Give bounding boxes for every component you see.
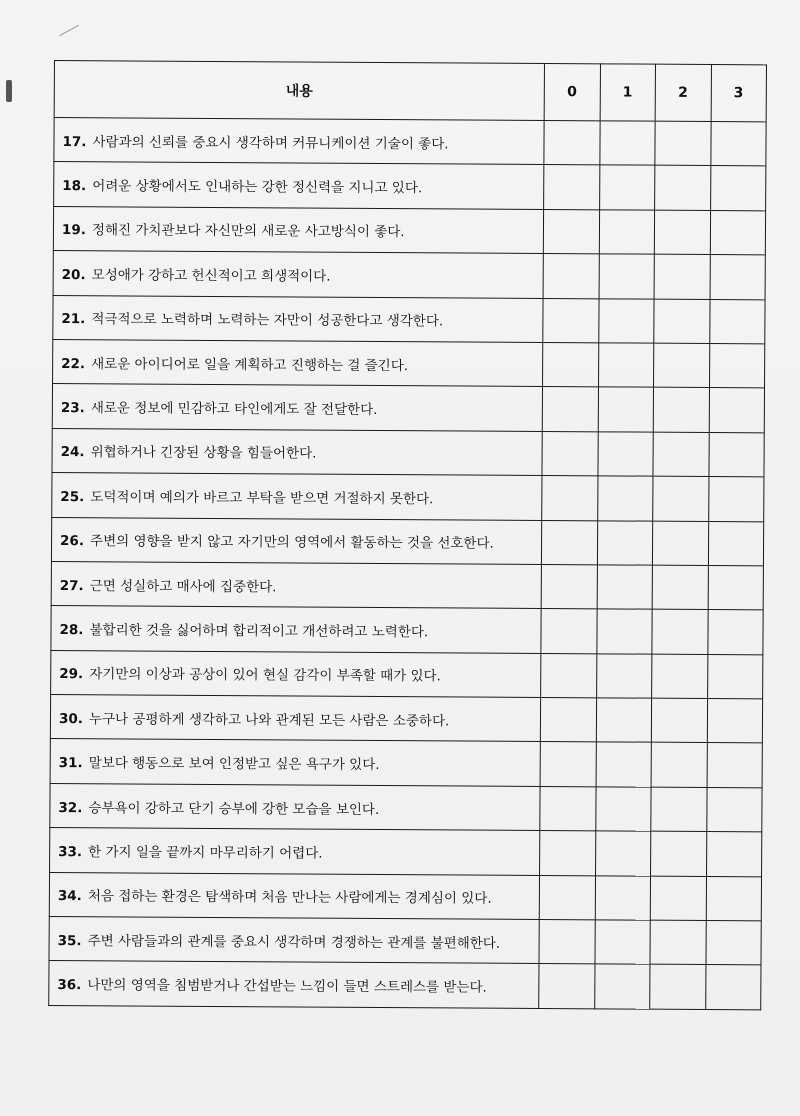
question-cell <box>51 606 541 653</box>
question-text: 말보다 행동으로 보여 인정받고 싶은 욕구가 있다. <box>88 755 380 774</box>
question-text: 적극적으로 노력하며 노력하는 자만이 성공한다고 생각한다. <box>91 311 444 330</box>
question-text: 주변 사람들과의 관계를 중요시 생각하며 경쟁하는 관계를 불편해한다. <box>87 932 501 952</box>
question-number: 19. <box>61 222 86 239</box>
score-cell-1[interactable] <box>599 210 655 255</box>
score-cell-0[interactable] <box>544 165 600 210</box>
question-cell <box>49 961 539 1008</box>
question-cell <box>53 339 543 386</box>
score-cell-2[interactable] <box>651 787 707 832</box>
score-cell-0[interactable] <box>540 786 596 831</box>
question-text: 승부욕이 강하고 단기 승부에 강한 모습을 보인다. <box>88 799 380 818</box>
score-cell-0[interactable] <box>542 476 598 521</box>
question-text: 누구나 공평하게 생각하고 나와 관계된 모든 사람은 소중하다. <box>88 710 450 730</box>
table-row <box>52 428 764 477</box>
score-cell-1[interactable] <box>597 520 653 565</box>
content-header: 내용 <box>54 61 544 121</box>
table-row <box>54 162 766 211</box>
question-text: 자기만의 이상과 공상이 있어 현실 감각이 부족할 때가 있다. <box>89 666 441 685</box>
score-cell-2[interactable] <box>652 654 708 699</box>
question-number: 34. <box>57 888 82 905</box>
question-cell <box>50 783 540 830</box>
score-cell-3[interactable] <box>710 166 766 211</box>
table-row <box>49 872 761 921</box>
score-cell-0[interactable] <box>543 209 599 254</box>
score-cell-3[interactable] <box>708 521 764 566</box>
question-number: 35. <box>57 932 82 949</box>
score-cell-3[interactable] <box>707 610 763 655</box>
question-text: 모성애가 강하고 헌신적이고 희생적이다. <box>91 267 331 285</box>
table-row <box>50 828 762 877</box>
question-number: 36. <box>57 977 82 994</box>
score-cell-2[interactable] <box>652 521 708 566</box>
question-text: 새로운 아이디어로 일을 계획하고 진행하는 걸 즐긴다. <box>91 355 409 374</box>
score-cell-3[interactable] <box>708 565 764 610</box>
score-cell-1[interactable] <box>598 343 654 388</box>
question-text: 주변의 영향을 받지 않고 자기만의 영역에서 활동하는 것을 선호한다. <box>90 533 494 552</box>
score-cell-2[interactable] <box>654 299 710 344</box>
score-cell-1[interactable] <box>599 165 655 210</box>
question-cell <box>53 295 543 342</box>
table-row <box>53 206 765 255</box>
score-cell-3[interactable] <box>707 654 763 699</box>
question-text: 나만의 영역을 침범받거나 간섭받는 느낌이 들면 스트레스를 받는다. <box>87 977 487 996</box>
question-cell <box>54 118 544 165</box>
question-number: 33. <box>58 843 83 861</box>
question-number: 30. <box>58 710 83 727</box>
table-row <box>53 295 765 344</box>
score-cell-0[interactable] <box>543 342 599 387</box>
score-cell-2[interactable] <box>651 698 707 743</box>
score-cell-1[interactable] <box>597 432 653 477</box>
table-row <box>51 650 763 699</box>
question-number: 31. <box>58 755 83 772</box>
survey-body <box>49 118 766 1010</box>
question-number: 28. <box>59 622 84 639</box>
score-cell-1[interactable] <box>597 565 653 610</box>
score-cell-3[interactable] <box>709 343 765 388</box>
question-cell <box>52 473 542 520</box>
table-row <box>51 517 763 566</box>
score-cell-0[interactable] <box>542 431 598 476</box>
score-cell-0[interactable] <box>540 698 596 743</box>
score-cell-3[interactable] <box>708 477 764 522</box>
table-row <box>49 961 761 1010</box>
score-cell-2[interactable] <box>650 876 706 921</box>
score-cell-3[interactable] <box>707 743 763 788</box>
table-row <box>53 339 765 388</box>
score-cell-1[interactable] <box>598 298 654 343</box>
question-text: 사람과의 신뢰를 중요시 생각하며 커뮤니케이션 기술이 좋다. <box>92 133 449 153</box>
score-cell-0[interactable] <box>541 564 597 609</box>
score-cell-1[interactable] <box>596 609 652 654</box>
score-cell-1[interactable] <box>594 920 650 965</box>
score-cell-0[interactable] <box>541 653 597 698</box>
score-cell-2[interactable] <box>653 476 709 521</box>
score-cell-2[interactable] <box>654 343 710 388</box>
score-cell-2[interactable] <box>651 743 707 788</box>
score-cell-0[interactable] <box>541 520 597 565</box>
score-cell-3[interactable] <box>709 388 765 433</box>
question-cell <box>53 206 543 253</box>
score-cell-1[interactable] <box>598 387 654 432</box>
score-cell-2[interactable] <box>655 121 711 166</box>
question-number: 22. <box>61 355 86 372</box>
score-cell-0[interactable] <box>539 875 595 920</box>
question-cell <box>51 517 541 564</box>
score-cell-3[interactable] <box>705 965 761 1010</box>
table-row <box>51 561 763 610</box>
header-row <box>54 61 766 122</box>
score-cell-2[interactable] <box>654 254 710 299</box>
score-cell-3[interactable] <box>705 921 761 966</box>
question-number: 21. <box>61 311 86 328</box>
score-cell-3[interactable] <box>709 299 765 344</box>
score-cell-0[interactable] <box>542 387 598 432</box>
score-cell-3[interactable] <box>707 699 763 744</box>
score-cell-2[interactable] <box>654 210 710 255</box>
score-header-1: 1 <box>600 64 656 121</box>
score-cell-3[interactable] <box>710 255 766 300</box>
score-cell-3[interactable] <box>706 876 762 921</box>
score-cell-0[interactable] <box>544 120 600 165</box>
score-cell-0[interactable] <box>543 254 599 299</box>
question-cell <box>49 872 539 919</box>
question-number: 26. <box>60 533 85 550</box>
table-row <box>51 606 763 655</box>
question-cell <box>50 695 540 742</box>
score-cell-2[interactable] <box>655 166 711 211</box>
score-header-2: 2 <box>655 64 711 121</box>
question-text: 새로운 정보에 민감하고 타인에게도 잘 전달한다. <box>90 400 378 419</box>
score-cell-2[interactable] <box>653 388 709 433</box>
table-row <box>50 783 762 832</box>
question-cell <box>49 917 539 964</box>
score-cell-1[interactable] <box>595 831 651 876</box>
score-cell-0[interactable] <box>543 298 599 343</box>
table-row <box>52 473 764 522</box>
score-cell-1[interactable] <box>595 875 651 920</box>
question-number: 23. <box>60 400 85 417</box>
score-cell-0[interactable] <box>541 609 597 654</box>
question-number: 20. <box>61 266 86 284</box>
question-number: 32. <box>58 799 83 816</box>
question-text: 근면 성실하고 매사에 집중한다. <box>89 577 277 595</box>
score-cell-2[interactable] <box>653 432 709 477</box>
score-cell-0[interactable] <box>539 964 595 1009</box>
score-cell-1[interactable] <box>596 654 652 699</box>
score-cell-1[interactable] <box>599 254 655 299</box>
score-cell-3[interactable] <box>710 210 766 255</box>
question-cell <box>52 428 542 475</box>
table-row <box>50 695 762 744</box>
score-cell-0[interactable] <box>540 742 596 787</box>
score-cell-1[interactable] <box>594 964 650 1009</box>
survey-table <box>48 60 767 1010</box>
table-row <box>54 118 766 167</box>
question-number: 24. <box>60 444 85 461</box>
score-cell-3[interactable] <box>708 432 764 477</box>
score-cell-0[interactable] <box>539 920 595 965</box>
question-cell <box>53 251 543 298</box>
question-number: 27. <box>59 577 84 594</box>
score-cell-2[interactable] <box>652 565 708 610</box>
score-header-3: 3 <box>711 65 767 122</box>
question-text: 처음 접하는 환경은 탐색하며 처음 만나는 사람에게는 경계심이 있다. <box>87 888 492 908</box>
question-cell <box>50 739 540 786</box>
question-number: 18. <box>62 178 87 195</box>
question-cell <box>51 561 541 608</box>
score-cell-1[interactable] <box>596 698 652 743</box>
scan-corner-mark <box>59 25 79 36</box>
question-text: 한 가지 일을 끝까지 마무리하기 어렵다. <box>88 844 323 862</box>
question-cell <box>51 650 541 697</box>
question-number: 29. <box>59 666 84 683</box>
score-cell-1[interactable] <box>596 742 652 787</box>
scan-edge-mark <box>6 80 12 102</box>
question-cell <box>50 828 540 875</box>
question-cell <box>52 384 542 431</box>
score-cell-1[interactable] <box>597 476 653 521</box>
table-row <box>49 917 761 966</box>
question-text: 어려운 상황에서도 인내하는 강한 정신력을 지니고 있다. <box>92 178 423 197</box>
question-text: 정해진 가치관보다 자신만의 새로운 사고방식이 좋다. <box>91 222 405 241</box>
question-text: 불합리한 것을 싫어하며 합리적이고 개선하려고 노력한다. <box>89 622 429 641</box>
score-cell-3[interactable] <box>706 832 762 877</box>
question-cell <box>54 162 544 209</box>
table-row <box>52 384 764 433</box>
question-text: 도덕적이며 예의가 바르고 부탁을 받으면 거절하지 못한다. <box>90 489 434 508</box>
table-row <box>53 251 765 300</box>
question-number: 25. <box>60 488 85 506</box>
score-cell-3[interactable] <box>710 122 766 167</box>
score-header-0: 0 <box>544 63 600 120</box>
score-cell-0[interactable] <box>540 831 596 876</box>
score-cell-3[interactable] <box>706 787 762 832</box>
score-cell-2[interactable] <box>650 920 706 965</box>
score-cell-1[interactable] <box>595 787 651 832</box>
score-cell-2[interactable] <box>651 831 707 876</box>
table-row <box>50 739 762 788</box>
question-text: 위협하거나 긴장된 상황을 힘들어한다. <box>90 444 317 463</box>
score-cell-1[interactable] <box>599 121 655 166</box>
question-number: 17. <box>62 133 87 150</box>
score-cell-2[interactable] <box>652 609 708 654</box>
score-cell-2[interactable] <box>650 965 706 1010</box>
